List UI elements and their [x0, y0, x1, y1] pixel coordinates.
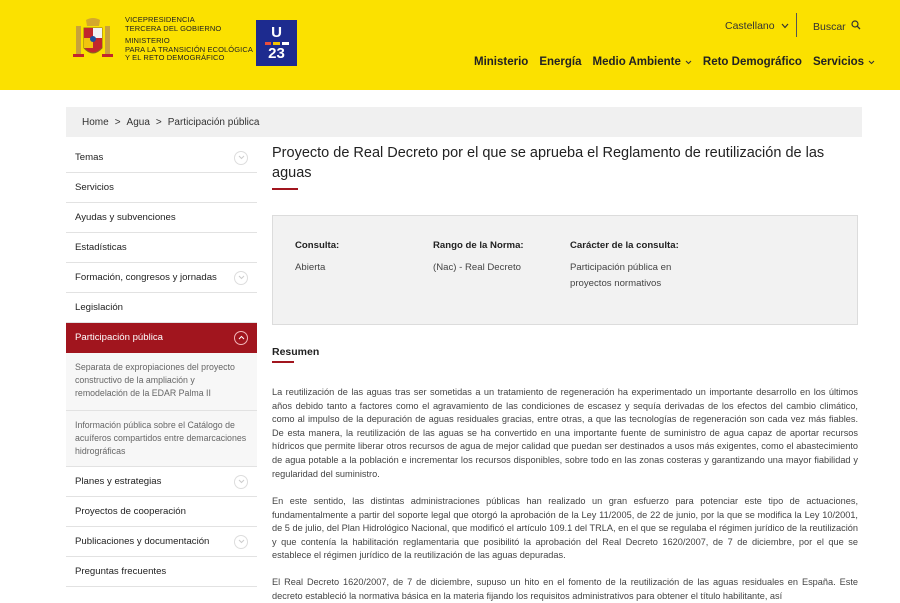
sidebar-item-label: Estadísticas: [75, 242, 127, 253]
gov-line: MINISTERIO: [125, 36, 170, 46]
sidebar-item-label: Preguntas frecuentes: [75, 566, 167, 577]
info-label: Carácter de la consulta:: [570, 240, 679, 251]
nav-ministerio[interactable]: [474, 56, 528, 68]
coat-of-arms-logo[interactable]: [70, 16, 116, 64]
sidebar-item-formacion[interactable]: [66, 263, 257, 293]
nav-servicios[interactable]: [813, 56, 875, 68]
collapse-icon[interactable]: [234, 331, 248, 345]
sidebar-item-preguntas[interactable]: [66, 557, 257, 587]
expand-icon[interactable]: [234, 271, 248, 285]
breadcrumb-separator: >: [114, 116, 121, 128]
sidebar-item-label: Legislación: [75, 302, 124, 313]
gov-line: VICEPRESIDENCIA: [125, 15, 195, 24]
search-icon: [851, 20, 861, 33]
search-label: Buscar: [813, 20, 846, 33]
ministry-name[interactable]: [125, 16, 253, 63]
chevron-down-icon: [868, 56, 875, 68]
paragraph: La reutilización de las aguas tras ser sometidas a un tratamiento de regeneración ha experimentado un importante desarrollo en los últimos años debido tanto a factores como el agravamiento de las condiciones de escasez y sequía derivadas de los efectos del cambio climático, como al impulso de la depuración de aguas residuales gracias, entre otras, a que las tecnologías de regeneración son cada vez más fiables. De esta manera, la reutilización de las aguas se ha convertido en una importante fuente de suministro de agua capaz de aportar recursos hídricos que permite liberar otros recursos de agua de mejor calidad que puedan ser destinados a usos más exigentes, como el abastecimiento de agua potable a la población e incrementar los recursos disponibles, sobre todo en las zonas costeras y garantizando una mayor fiabilidad y regularidad del suministro.: [272, 387, 858, 479]
page-title: Proyecto de Real Decreto por el que se aprueba el Reglamento de reutilización de las aguas: [272, 145, 825, 181]
sidebar: [66, 143, 257, 587]
info-label: Consulta:: [295, 240, 340, 251]
breadcrumb-agua[interactable]: Agua: [126, 116, 150, 128]
nav-label: Ministerio: [474, 56, 529, 68]
info-value: Abierta: [295, 262, 326, 273]
sidebar-item-planes[interactable]: [66, 467, 257, 497]
sidebar-item-participacion-publica[interactable]: [66, 323, 257, 353]
breadcrumb-current: Participación pública: [167, 116, 260, 128]
nav-energia[interactable]: [539, 56, 581, 68]
info-label: Rango de la Norma:: [433, 240, 524, 251]
sidebar-item-proyectos[interactable]: [66, 497, 257, 527]
sidebar-subitem[interactable]: [66, 353, 257, 411]
sidebar-item-temas[interactable]: [66, 143, 257, 173]
sidebar-item-label: Temas: [75, 152, 104, 163]
sidebar-item-label: Proyectos de cooperación: [75, 506, 186, 517]
ue-logo-letter: U: [271, 24, 282, 41]
expand-icon[interactable]: [234, 535, 248, 549]
resumen-underline: [272, 361, 294, 363]
info-value: (Nac) - Real Decreto: [433, 262, 521, 273]
chevron-down-icon: [685, 56, 692, 68]
sidebar-item-label: Publicaciones y documentación: [75, 536, 210, 547]
sidebar-subitem-label: Información pública sobre el Catálogo de acuíferos compartidos entre demarcaciones hidrográficas: [75, 420, 247, 456]
breadcrumb-home[interactable]: Home: [82, 116, 109, 128]
info-consulta: [295, 240, 415, 276]
sidebar-subitem[interactable]: [66, 411, 257, 467]
search-button[interactable]: [813, 20, 861, 33]
nav-label: Medio Ambiente: [592, 56, 681, 68]
info-value: Participación pública en proyectos normativos: [570, 262, 672, 289]
sidebar-item-servicios[interactable]: [66, 173, 257, 203]
resumen-heading: Resumen: [272, 346, 320, 358]
language-label: Castellano: [725, 20, 775, 32]
gov-line: TERCERA DEL GOBIERNO: [125, 23, 222, 33]
sidebar-item-estadisticas[interactable]: [66, 233, 257, 263]
sidebar-item-label: Ayudas y subvenciones: [75, 212, 176, 223]
consultation-info-box: [272, 215, 858, 325]
info-rango: [433, 240, 553, 276]
expand-icon[interactable]: [234, 475, 248, 489]
sidebar-subitem-label: Separata de expropiaciones del proyecto constructivo de la ampliación y remodelación de la EDAR Palma II: [75, 362, 235, 398]
paragraph: En este sentido, las distintas administraciones públicas han realizado un gran esfuerzo para potenciar este tipo de actuaciones, fundamentalmente a partir del soporte legal que otorgó la aprobación de la Ley 11/2005, de 22 de junio, por la que se modifica la Ley 10/2001, de 5 de julio, del Plan Hidrológico Nacional, que modificó el artículo 109.1 del TRLA, en el que se regulaba el régimen jurídico de la reutilización y que contenía la habilitación reglamentaria que posibilitó la aprobación del Real Decreto 1620/2007, de 7 de diciembre, por el que se establece el régimen jurídico de la reutilización de las aguas depuradas.: [272, 496, 858, 561]
sidebar-item-ayudas[interactable]: [66, 203, 257, 233]
site-header: [0, 0, 900, 90]
nav-label: Reto Demográfico: [702, 56, 802, 68]
info-caracter: [570, 240, 690, 292]
breadcrumb: [66, 107, 862, 137]
sidebar-item-label: Formación, congresos y jornadas: [75, 272, 217, 283]
sidebar-item-label: Servicios: [75, 182, 114, 193]
ue-logo-number: 23: [268, 45, 285, 62]
sidebar-item-publicaciones[interactable]: [66, 527, 257, 557]
nav-label: Energía: [539, 56, 582, 68]
main-navigation: [474, 56, 875, 68]
nav-medio-ambiente[interactable]: [593, 56, 692, 68]
header-divider: [796, 13, 797, 37]
main-content: [272, 143, 860, 601]
sidebar-item-label: Participación pública: [75, 332, 163, 343]
language-selector[interactable]: [725, 20, 789, 32]
breadcrumb-separator: >: [155, 116, 162, 128]
gov-line: PARA LA TRANSICIÓN ECOLÓGICA: [125, 44, 253, 54]
gov-line: Y EL RETO DEMOGRÁFICO: [125, 53, 225, 63]
sidebar-item-label: Planes y estrategias: [75, 476, 162, 487]
nav-label: Servicios: [812, 56, 865, 68]
paragraph: El Real Decreto 1620/2007, de 7 de diciembre, supuso un hito en el fomento de la reutilización de las aguas residuales en España. Este decreto estableció la normativa básica en la materia fijando los requisitos administrativos para obtener el título habilitante, así: [272, 577, 858, 601]
title-underline: [272, 188, 298, 190]
expand-icon[interactable]: [234, 151, 248, 165]
nav-reto-demografico[interactable]: [703, 56, 802, 68]
sidebar-item-legislacion[interactable]: [66, 293, 257, 323]
eu-presidency-logo[interactable]: [256, 20, 297, 66]
chevron-down-icon: [781, 20, 789, 32]
